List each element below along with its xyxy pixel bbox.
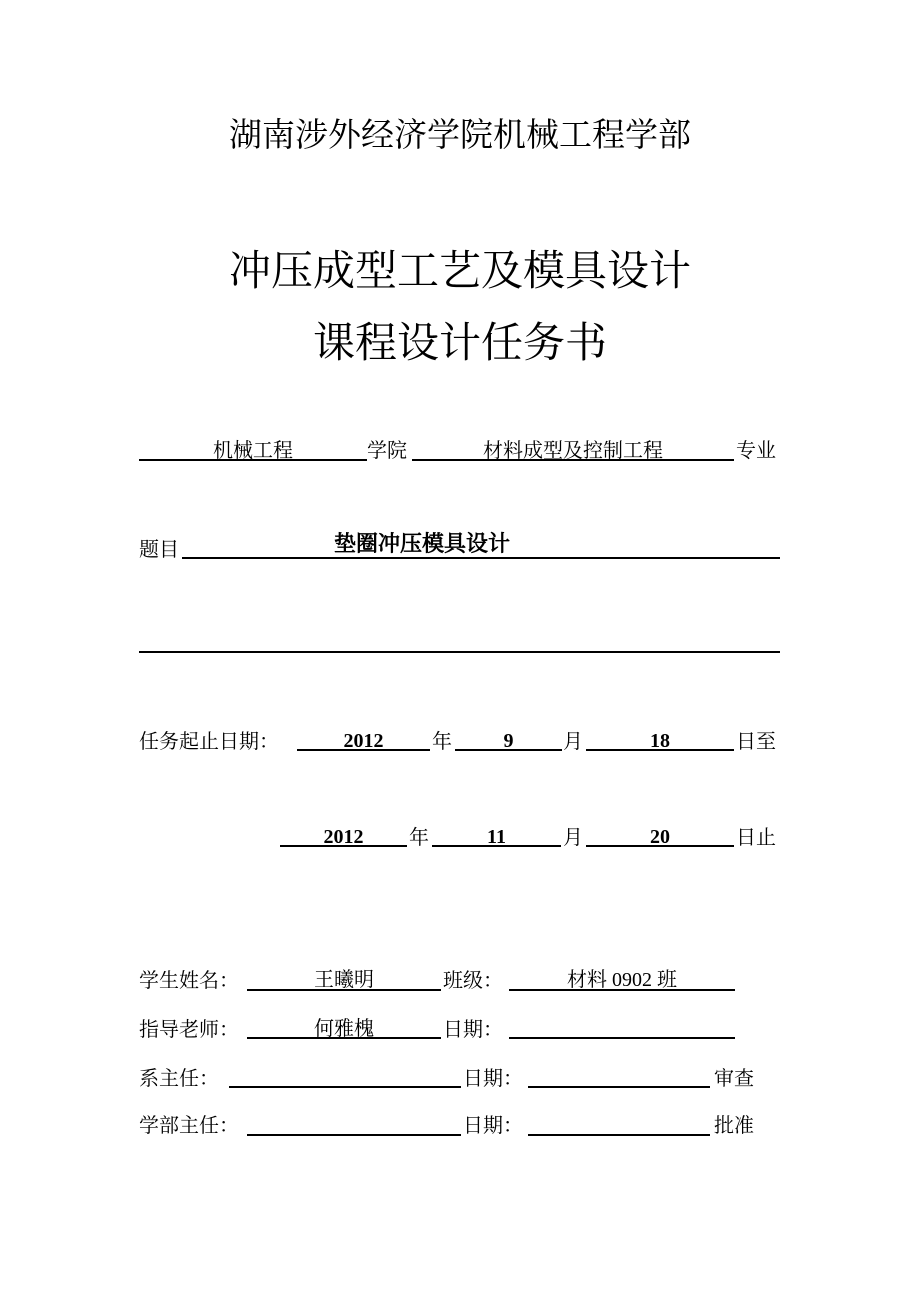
end-day: 20 (650, 826, 670, 848)
college-value: 机械工程 (213, 438, 293, 462)
document-title: 课程设计任务书 (312, 318, 607, 367)
year-char-end: 年 (409, 825, 429, 849)
faculty-head-date-underline (528, 1134, 710, 1136)
advisor-name: 何雅槐 (314, 1018, 374, 1040)
start-year: 2012 (343, 730, 384, 752)
department-heading: 湖南涉外经济学院机械工程学部 (229, 115, 691, 154)
topic-value: 垫圈冲压模具设计 (334, 532, 511, 557)
faculty-head-date-label: 日期： (463, 1113, 523, 1137)
faculty-head-label: 学部主任： (139, 1113, 239, 1137)
start-suffix: 日至 (736, 729, 776, 753)
advisor-date-underline (509, 1037, 735, 1039)
dept-head-label: 系主任： (139, 1066, 219, 1090)
student-name: 王曦明 (314, 969, 374, 991)
advisor-label: 指导老师： (139, 1017, 239, 1041)
class-label: 班级： (443, 968, 503, 992)
year-char: 年 (432, 729, 452, 753)
faculty-head-underline (247, 1134, 461, 1136)
date-range-label: 任务起止日期： (139, 729, 279, 753)
end-month: 11 (487, 826, 506, 848)
approve-label: 批准 (714, 1113, 754, 1137)
dept-head-underline (229, 1086, 461, 1088)
topic-second-line (139, 651, 780, 653)
class-value: 材料 0902 班 (567, 969, 677, 991)
course-title: 冲压成型工艺及模具设计 (228, 246, 691, 295)
dept-head-date-label: 日期： (463, 1066, 523, 1090)
start-month: 9 (503, 730, 514, 752)
topic-label: 题目 (139, 537, 179, 561)
advisor-date-label: 日期： (443, 1017, 503, 1041)
month-char: 月 (563, 729, 583, 753)
major-label: 专业 (736, 438, 776, 462)
end-suffix: 日止 (736, 825, 776, 849)
start-day: 18 (650, 730, 670, 752)
month-char-end: 月 (563, 825, 583, 849)
end-year: 2012 (323, 826, 364, 848)
major-value: 材料成型及控制工程 (483, 438, 663, 462)
topic-underline (182, 557, 780, 559)
dept-head-date-underline (528, 1086, 710, 1088)
student-name-label: 学生姓名： (139, 968, 239, 992)
review-label: 审查 (714, 1066, 754, 1090)
college-label: 学院 (367, 438, 407, 462)
